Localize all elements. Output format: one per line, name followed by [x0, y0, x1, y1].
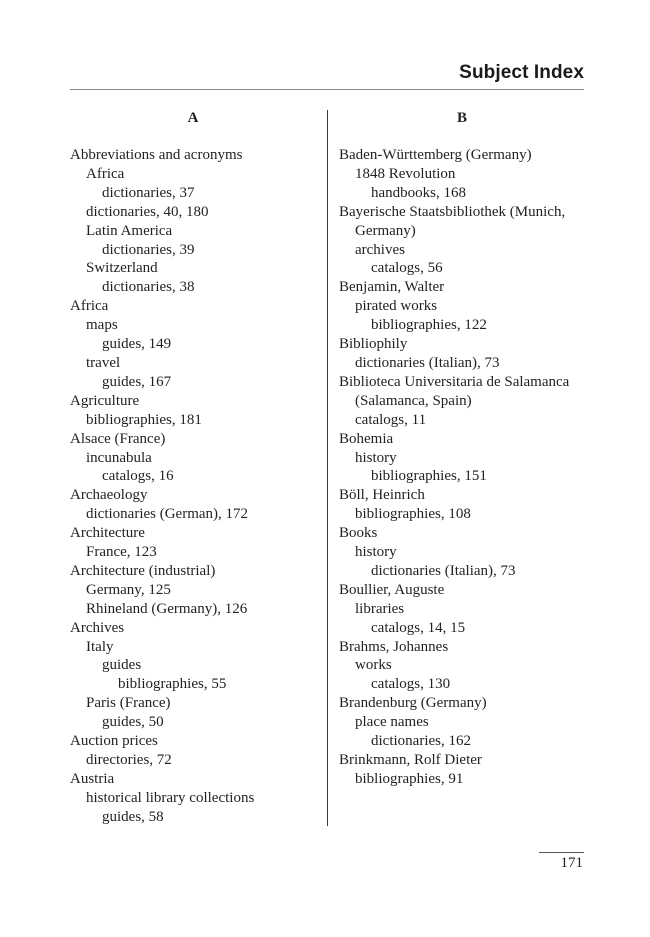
index-subentry: history	[355, 544, 397, 561]
index-heading-entry: Architecture (industrial)	[70, 562, 216, 579]
index-heading-entry: Abbreviations and acronyms	[70, 147, 243, 163]
index-subentry: Latin America	[86, 222, 173, 239]
index-subentry: incunabula	[86, 449, 152, 466]
index-subentry: catalogs, 56	[371, 260, 443, 277]
index-heading-entry: Baden-Württemberg (Germany)	[339, 147, 532, 163]
index-heading-entry: Benjamin, Walter	[339, 279, 445, 296]
index-subentry: catalogs, 16	[102, 468, 174, 485]
index-subentry: bibliographies, 108	[355, 506, 471, 523]
index-subentry: Africa	[86, 165, 125, 182]
index-subentry: bibliographies, 122	[371, 317, 487, 334]
index-entries-a	[70, 146, 310, 827]
index-subentry: dictionaries, 38	[102, 279, 195, 296]
index-heading-entry: Archaeology	[70, 487, 148, 504]
page-header-title: Subject Index	[459, 62, 584, 83]
column-heading-a: A	[187, 110, 199, 126]
index-column-b	[339, 108, 589, 789]
index-heading-entry: Brinkmann, Rolf Dieter	[339, 752, 482, 768]
index-heading-entry: Boullier, Auguste	[339, 581, 445, 598]
index-subentry: bibliographies, 181	[86, 411, 202, 428]
index-subentry: dictionaries, 37	[102, 184, 195, 201]
index-subentry: dictionaries (Italian), 73	[355, 354, 500, 371]
index-subentry: Switzerland	[86, 260, 158, 277]
index-subentry: catalogs, 14, 15	[371, 619, 466, 636]
index-subentry: Rhineland (Germany), 126	[86, 600, 248, 617]
index-subentry: guides	[102, 657, 142, 674]
index-subentry: dictionaries, 39	[102, 241, 195, 258]
index-subentry: directories, 72	[86, 752, 172, 768]
index-subentry: bibliographies, 151	[371, 468, 487, 485]
index-heading-entry: Books	[339, 525, 378, 542]
index-subentry: 1848 Revolution	[355, 165, 456, 182]
index-subentry: travel	[86, 354, 121, 371]
column-heading-b: B	[456, 110, 467, 126]
page-number: 171	[560, 855, 583, 871]
index-heading-entry: Archives	[70, 619, 125, 636]
index-subentry: dictionaries (German), 172	[86, 506, 249, 523]
index-subentry: dictionaries, 40, 180	[86, 203, 209, 220]
index-subentry: pirated works	[355, 298, 438, 315]
index-subentry: guides, 149	[102, 336, 172, 353]
index-subentry: bibliographies, 91	[355, 770, 464, 787]
index-column-a	[70, 108, 310, 827]
index-subentry: catalogs, 130	[371, 676, 451, 693]
index-heading-entry: Biblioteca Universitaria de Salamanca	[339, 373, 570, 390]
index-subentry: (Salamanca, Spain)	[355, 392, 472, 409]
index-entries-b	[339, 146, 589, 789]
index-subentry: history	[355, 449, 397, 466]
index-subentry: Italy	[86, 638, 114, 655]
index-subentry: catalogs, 11	[355, 411, 427, 428]
index-heading-entry: Auction prices	[70, 733, 158, 750]
index-subentry: guides, 167	[102, 373, 172, 390]
column-divider	[327, 110, 328, 826]
index-heading-entry: Brahms, Johannes	[339, 638, 449, 655]
index-subentry: archives	[355, 241, 405, 258]
index-subentry: maps	[86, 317, 118, 334]
index-subentry: dictionaries (Italian), 73	[371, 562, 516, 579]
index-subentry: place names	[355, 714, 429, 731]
index-heading-entry: Africa	[70, 298, 109, 315]
index-heading-entry: Architecture	[70, 525, 145, 542]
page-number-rule	[539, 852, 584, 853]
index-subentry: France, 123	[86, 544, 157, 561]
index-subentry: Germany, 125	[86, 581, 171, 598]
index-subentry: Paris (France)	[86, 695, 171, 712]
index-subentry: bibliographies, 55	[118, 676, 227, 693]
index-subentry: works	[355, 657, 392, 674]
index-heading-entry: Agriculture	[70, 392, 140, 409]
index-subentry: Germany)	[355, 222, 416, 239]
index-subentry: historical library collections	[86, 789, 255, 806]
index-heading-entry: Böll, Heinrich	[339, 487, 425, 504]
index-heading-entry: Brandenburg (Germany)	[339, 695, 487, 712]
index-heading-entry: Austria	[70, 770, 115, 787]
index-subentry: guides, 58	[102, 808, 164, 825]
index-subentry: handbooks, 168	[371, 184, 466, 201]
index-subentry: guides, 50	[102, 714, 164, 731]
index-heading-entry: Bayerische Staatsbibliothek (Munich,	[339, 203, 566, 220]
index-heading-entry: Alsace (France)	[70, 430, 166, 447]
index-subentry: dictionaries, 162	[371, 733, 471, 750]
header-rule	[70, 89, 584, 90]
index-subentry: libraries	[355, 600, 405, 617]
index-heading-entry: Bibliophily	[339, 336, 408, 353]
index-heading-entry: Bohemia	[339, 430, 394, 447]
